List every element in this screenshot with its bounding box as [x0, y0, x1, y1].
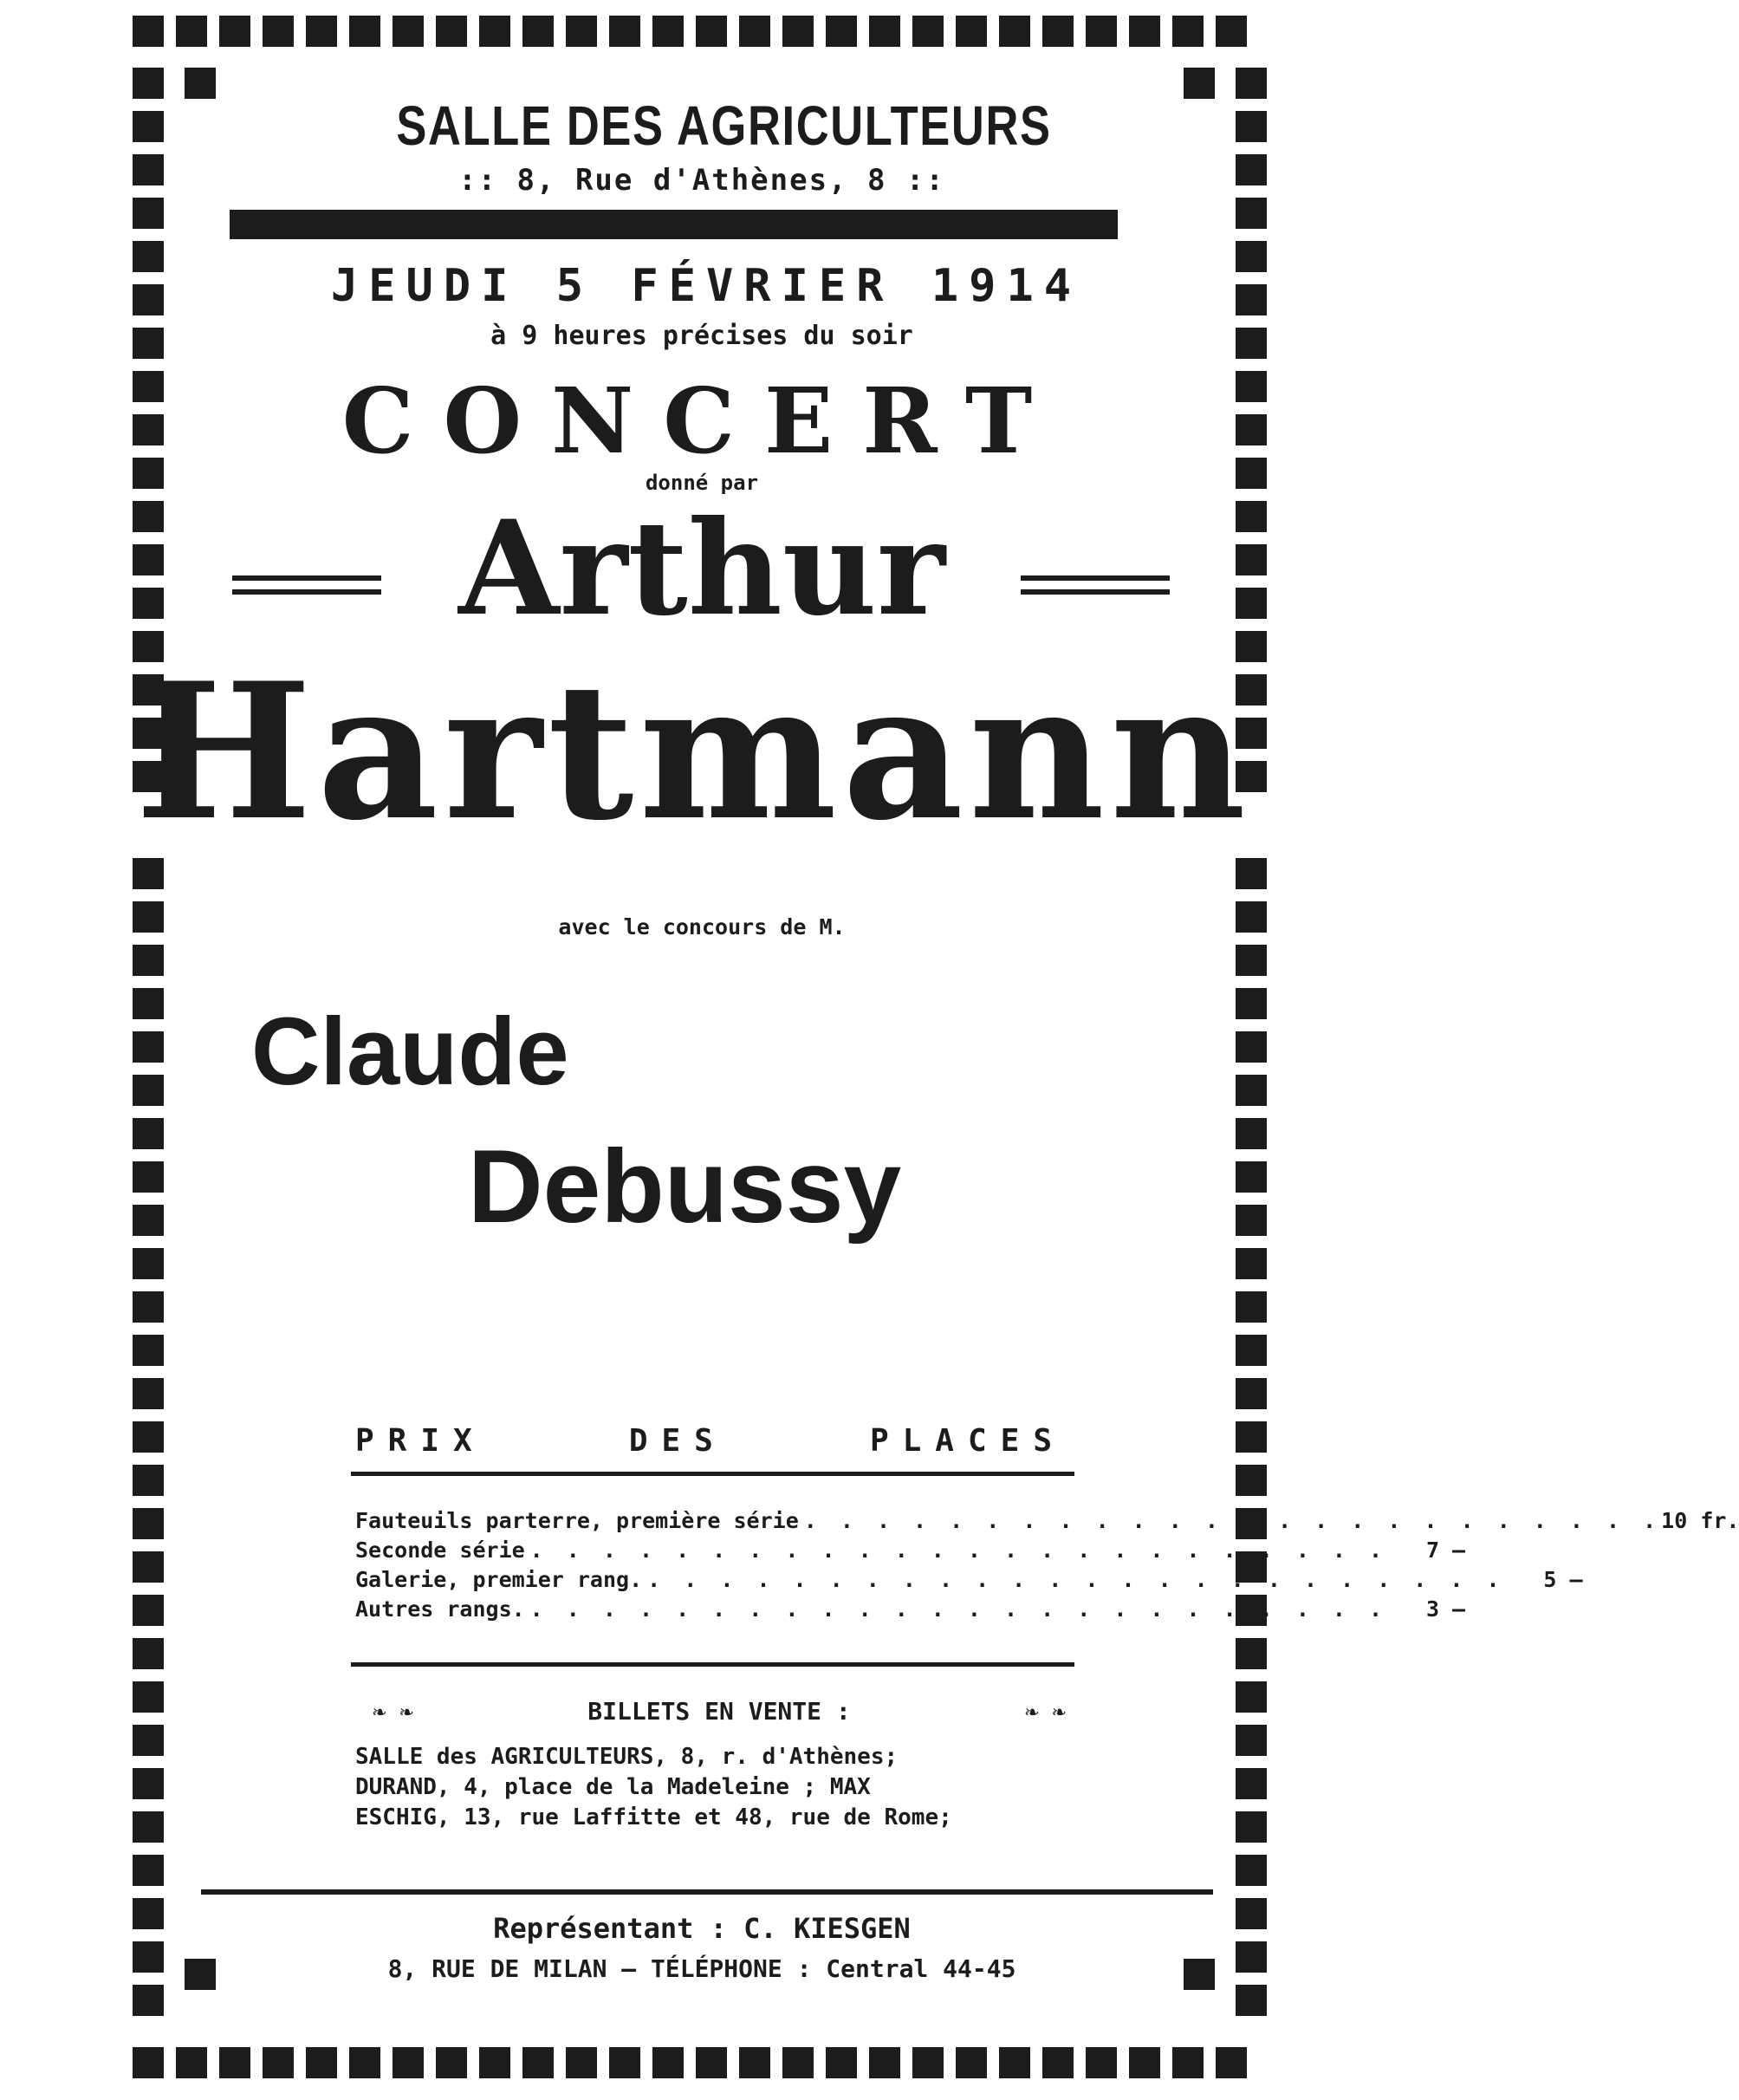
border-square [1236, 1985, 1267, 2016]
border-square [1236, 544, 1267, 575]
border-square [133, 1811, 164, 1843]
border-square [133, 1378, 164, 1409]
border-square [133, 414, 164, 445]
border-square [1236, 1161, 1267, 1193]
border-square [1086, 2047, 1117, 2078]
border-square [1129, 16, 1160, 47]
border-square [1236, 988, 1267, 1019]
border-square [1184, 1959, 1215, 1990]
border-square [1216, 16, 1247, 47]
performer-first-name: Arthur [458, 492, 945, 645]
border-square [133, 1768, 164, 1799]
border-square [133, 1595, 164, 1626]
border-square [133, 328, 164, 359]
performer-last-name: Hartmann [134, 641, 1252, 861]
border-square [1236, 241, 1267, 272]
border-square [1236, 1941, 1267, 1973]
price-label: Galerie, premier rang. [355, 1567, 643, 1592]
border-square [1236, 1898, 1267, 1929]
venue-underline [230, 210, 1118, 239]
border-square [263, 2047, 294, 2078]
guest-last-name: Debussy [468, 1128, 902, 1245]
prices-heading-word: PRIX [355, 1423, 486, 1459]
border-square [1236, 1118, 1267, 1149]
border-square [133, 1205, 164, 1236]
border-square [1236, 858, 1267, 889]
border-square [479, 16, 510, 47]
tickets-line: SALLE des AGRICULTEURS, 8, r. d'Athènes; [355, 1744, 899, 1770]
representative-address: 8, RUE DE MILAN — TÉLÉPHONE : Central 44-45 [387, 1954, 1016, 1983]
border-square [782, 16, 814, 47]
border-square [133, 501, 164, 532]
border-square [912, 2047, 944, 2078]
border-square [133, 2047, 164, 2078]
border-square [1236, 1421, 1267, 1453]
border-square [1236, 1811, 1267, 1843]
prices-top-rule [351, 1472, 1074, 1476]
tickets-line: DURAND, 4, place de la Madeleine ; MAX [355, 1774, 871, 1800]
border-square [869, 16, 900, 47]
price-value: 7 — [1425, 1538, 1466, 1563]
border-square [1236, 111, 1267, 142]
border-square [133, 284, 164, 315]
border-square [782, 2047, 814, 2078]
border-square [1236, 1378, 1267, 1409]
border-square [133, 901, 164, 933]
event-time: à 9 heures précises du soir [490, 321, 913, 351]
border-square [133, 1291, 164, 1323]
border-square [185, 1959, 216, 1990]
border-square [1236, 328, 1267, 359]
border-square [436, 16, 467, 47]
border-square [349, 2047, 380, 2078]
border-square [176, 2047, 207, 2078]
border-square [133, 1681, 164, 1713]
tickets-line: ESCHIG, 13, rue Laffitte et 48, rue de Rome; [355, 1804, 952, 1830]
border-square [133, 1421, 164, 1453]
border-square [522, 16, 554, 47]
price-value: 5 — [1543, 1567, 1583, 1592]
border-square [1236, 458, 1267, 489]
border-square [133, 945, 164, 976]
border-square [133, 1725, 164, 1756]
price-row [355, 1538, 1466, 1567]
border-square [522, 2047, 554, 2078]
border-square [133, 1118, 164, 1149]
leader-dots: . . . . . . . . . . . . . . . . . . . . . . . . [803, 1508, 1662, 1533]
border-square [133, 1551, 164, 1583]
prices-heading [355, 1423, 1066, 1459]
border-square [219, 2047, 250, 2078]
price-row [355, 1508, 1739, 1538]
border-square [306, 2047, 337, 2078]
border-square [739, 2047, 770, 2078]
border-square [1236, 284, 1267, 315]
price-row [355, 1596, 1466, 1626]
border-square [609, 16, 640, 47]
border-square [1086, 16, 1117, 47]
border-square [133, 858, 164, 889]
border-square [1172, 2047, 1204, 2078]
venue-name: SALLE DES AGRICULTEURS [396, 94, 1052, 157]
border-square [1236, 1075, 1267, 1106]
border-square [956, 16, 987, 47]
border-square [133, 1638, 164, 1669]
border-square [869, 2047, 900, 2078]
border-square [609, 2047, 640, 2078]
representative-line: Représentant : C. KIESGEN [493, 1912, 911, 1945]
price-value: 10 fr. [1661, 1508, 1739, 1533]
tickets-heading: BILLETS EN VENTE : [587, 1697, 851, 1726]
price-label: Fauteuils parterre, première série [355, 1508, 799, 1533]
border-square [176, 16, 207, 47]
border-square [133, 371, 164, 402]
border-square [1236, 1205, 1267, 1236]
border-square [1042, 16, 1074, 47]
border-square [133, 241, 164, 272]
border-square [1236, 1248, 1267, 1279]
border-square [696, 2047, 727, 2078]
border-square [1236, 901, 1267, 933]
border-square [219, 16, 250, 47]
border-square [349, 16, 380, 47]
border-square [826, 16, 857, 47]
border-square [133, 198, 164, 229]
border-square [1184, 68, 1215, 99]
border-square [133, 1248, 164, 1279]
border-square [263, 16, 294, 47]
border-square [1236, 198, 1267, 229]
border-square [1129, 2047, 1160, 2078]
border-square [133, 1465, 164, 1496]
border-square [1236, 1855, 1267, 1886]
border-square [185, 68, 216, 99]
border-square [133, 1855, 164, 1886]
border-square [696, 16, 727, 47]
border-square [826, 2047, 857, 2078]
border-square [133, 458, 164, 489]
border-square [1236, 1465, 1267, 1496]
prices-heading-word: DES [628, 1423, 727, 1459]
border-square [133, 1075, 164, 1106]
border-square [436, 2047, 467, 2078]
border-square [1042, 2047, 1074, 2078]
border-square [1236, 371, 1267, 402]
leaf-ornament-icon: ❧ ❧ [373, 1698, 413, 1725]
border-square [133, 16, 164, 47]
border-square [133, 111, 164, 142]
border-square [912, 16, 944, 47]
tickets-heading-row [373, 1697, 1066, 1726]
border-square [133, 1031, 164, 1063]
border-square [393, 2047, 424, 2078]
border-square [1236, 154, 1267, 185]
border-square [1236, 1291, 1267, 1323]
border-square [133, 588, 164, 619]
border-square [133, 988, 164, 1019]
leader-dots: . . . . . . . . . . . . . . . . . . . . . . . . [529, 1538, 1388, 1563]
leader-dots: . . . . . . . . . . . . . . . . . . . . . . . . [647, 1567, 1505, 1592]
price-label: Seconde série [355, 1538, 525, 1563]
border-square [1236, 945, 1267, 976]
price-value: 3 — [1425, 1596, 1466, 1622]
border-square [566, 2047, 597, 2078]
prices-bottom-rule [351, 1662, 1074, 1667]
border-square [999, 2047, 1030, 2078]
border-square [1236, 1031, 1267, 1063]
border-square [133, 154, 164, 185]
border-square [1236, 414, 1267, 445]
border-square [133, 1508, 164, 1539]
border-square [393, 16, 424, 47]
venue-address: :: 8, Rue d'Athènes, 8 :: [458, 163, 945, 198]
border-square [1236, 1335, 1267, 1366]
border-square [1236, 68, 1267, 99]
prices-heading-word: PLACES [869, 1423, 1066, 1459]
border-square [133, 1941, 164, 1973]
border-square [956, 2047, 987, 2078]
border-square [133, 1985, 164, 2016]
leaf-ornament-icon: ❧ ❧ [1025, 1698, 1066, 1725]
event-date: JEUDI 5 FÉVRIER 1914 [330, 260, 1082, 312]
border-square [133, 544, 164, 575]
price-label: Autres rangs. [355, 1596, 525, 1622]
border-square [652, 16, 684, 47]
border-square [1236, 1725, 1267, 1756]
with-participation-text: avec le concours de M. [558, 914, 846, 939]
border-square [566, 16, 597, 47]
border-square [1236, 588, 1267, 619]
border-square [1236, 501, 1267, 532]
border-square [1172, 16, 1204, 47]
given-by-text: donné par [645, 471, 759, 495]
border-square [652, 2047, 684, 2078]
border-square [1236, 1681, 1267, 1713]
leader-dots: . . . . . . . . . . . . . . . . . . . . . . . . [529, 1596, 1388, 1622]
guest-first-name: Claude [251, 998, 569, 1105]
border-square [133, 1335, 164, 1366]
representative-rule [201, 1889, 1213, 1895]
border-square [479, 2047, 510, 2078]
border-square [133, 1161, 164, 1193]
border-square [1216, 2047, 1247, 2078]
border-square [999, 16, 1030, 47]
border-square [133, 68, 164, 99]
price-row [355, 1567, 1583, 1596]
event-type: CONCERT [341, 367, 1062, 474]
border-square [1236, 1768, 1267, 1799]
border-square [1236, 1638, 1267, 1669]
border-square [133, 1898, 164, 1929]
border-square [306, 16, 337, 47]
border-square [739, 16, 770, 47]
